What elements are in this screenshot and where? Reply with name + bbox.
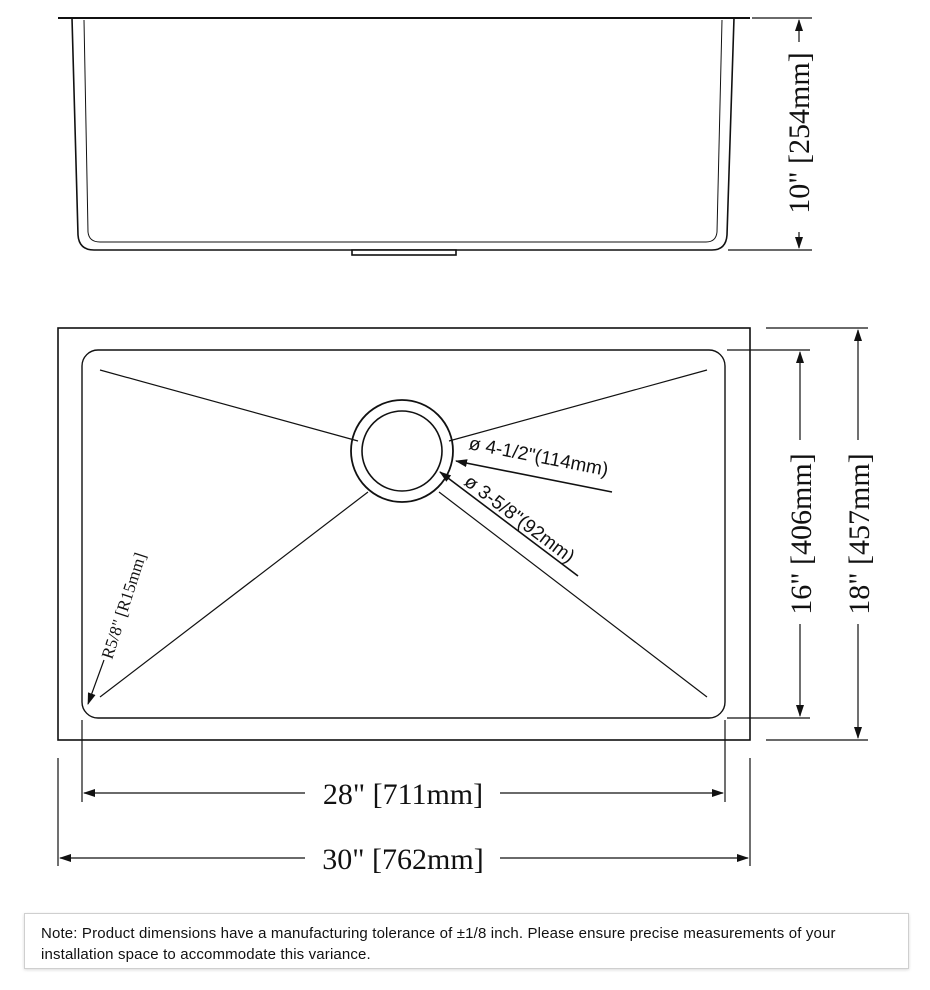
drain-slope-lines bbox=[97, 370, 707, 697]
inner-width-label: 28" [711mm] bbox=[322, 778, 484, 811]
sink-outer-wall bbox=[72, 18, 734, 250]
tolerance-note bbox=[24, 913, 909, 969]
drain-outer-ring bbox=[351, 400, 453, 502]
drain-inner-ring bbox=[362, 411, 442, 491]
corner-radius-label: R5/8" [R15mm] bbox=[97, 550, 150, 662]
tolerance-note-text: Note: Product dimensions have a manufacturing tolerance of ±1/8 inch. Please ensure precise measurements of your installation space to accommodate this variance. bbox=[41, 925, 836, 963]
sink-side-view bbox=[58, 18, 750, 255]
drain-inner-diameter-label: ø 3-5/8"(92mm) bbox=[459, 471, 579, 568]
inner-length-label: 16" [406mm] bbox=[785, 453, 818, 615]
outer-length-label: 18" [457mm] bbox=[843, 453, 876, 615]
drain-outer-diameter-label: ø 4-1/2"(114mm) bbox=[467, 433, 610, 481]
sink-basin bbox=[82, 350, 725, 718]
outer-width-label: 30" [762mm] bbox=[322, 843, 484, 876]
corner-radius-leader bbox=[88, 660, 104, 704]
sink-inner-wall bbox=[84, 20, 722, 242]
depth-dimension-label: 10" [254mm] bbox=[783, 52, 816, 214]
sink-top-view bbox=[58, 328, 750, 740]
sink-outer-flange bbox=[58, 328, 750, 740]
drain-side-profile bbox=[352, 250, 456, 255]
